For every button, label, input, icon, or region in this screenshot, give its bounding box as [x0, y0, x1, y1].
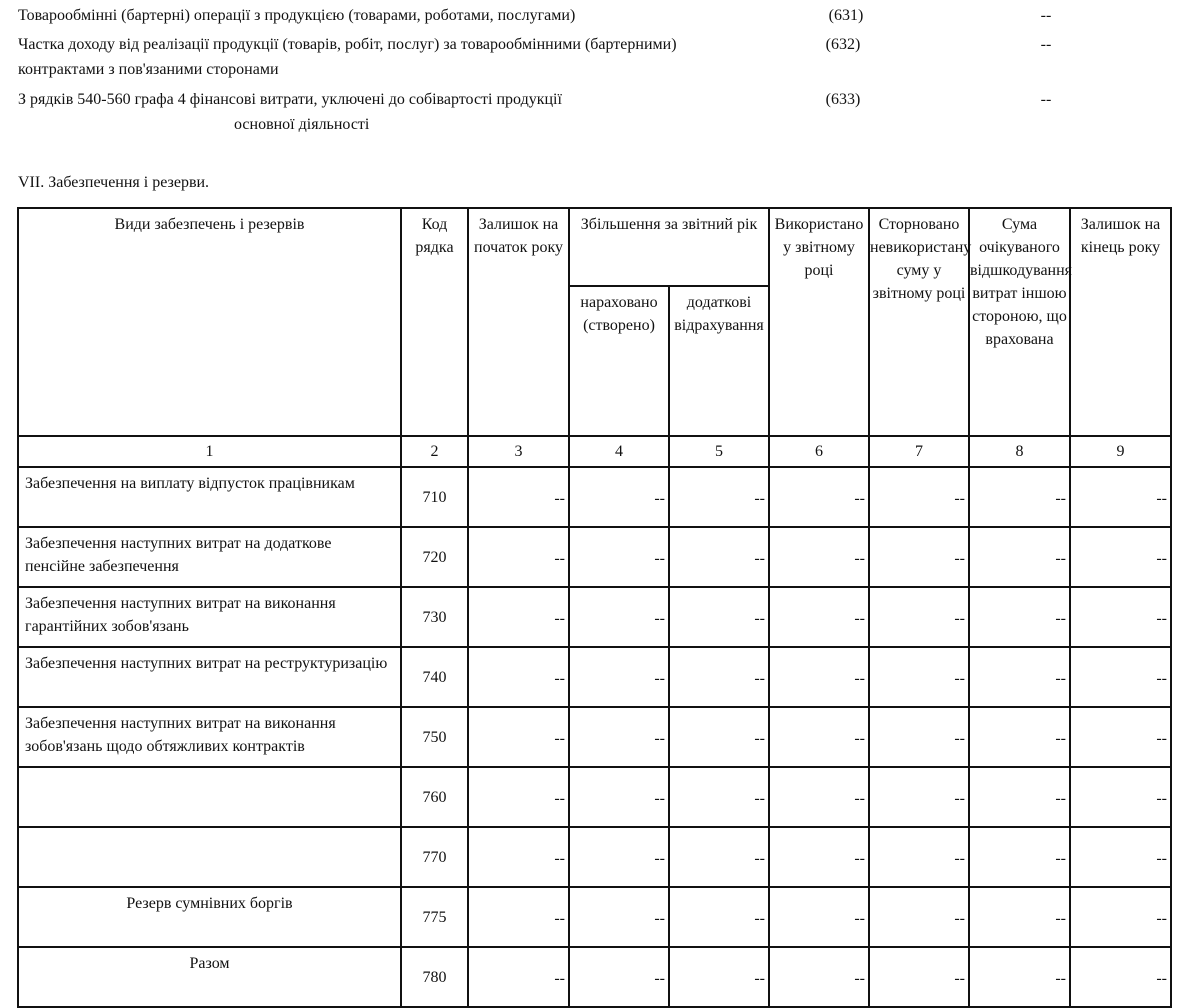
- row-value: --: [569, 947, 669, 1007]
- row-value: --: [769, 887, 869, 947]
- info-text: Товарообмінні (бартерні) операції з продукцією (товарами, роботами, послугами): [18, 7, 576, 24]
- row-value: --: [869, 467, 969, 527]
- row-value: --: [669, 587, 769, 647]
- table-row: [18, 827, 1171, 887]
- row-value: --: [669, 527, 769, 587]
- row-name: [18, 827, 401, 887]
- info-text: [18, 32, 778, 82]
- row-value: --: [1070, 647, 1171, 707]
- row-value: --: [969, 827, 1070, 887]
- row-name: Забезпечення наступних витрат на виконання зобов'язань щодо обтяжливих контрактів: [18, 707, 401, 767]
- header-additional: додаткові відрахування: [669, 286, 769, 436]
- row-value: --: [669, 767, 769, 827]
- table-row: [18, 947, 1171, 1007]
- row-value: --: [969, 587, 1070, 647]
- info-text-line: З рядків 540-560 графа 4 фінансові витрати, уключені до собівартості продукції: [18, 91, 562, 108]
- column-number: 3: [468, 436, 569, 467]
- row-value: --: [1070, 887, 1171, 947]
- table-row: [18, 767, 1171, 827]
- row-value: --: [468, 887, 569, 947]
- row-code: 770: [401, 827, 468, 887]
- row-code: 760: [401, 767, 468, 827]
- row-value: --: [869, 947, 969, 1007]
- info-code: (633): [825, 91, 861, 108]
- column-numbers-row: [18, 436, 1171, 467]
- row-value: --: [569, 587, 669, 647]
- row-value: --: [769, 827, 869, 887]
- row-value: --: [468, 647, 569, 707]
- row-value: --: [769, 647, 869, 707]
- row-value: --: [569, 827, 669, 887]
- row-value: --: [869, 527, 969, 587]
- row-value: --: [569, 527, 669, 587]
- row-name: Забезпечення на виплату відпусток працівникам: [18, 467, 401, 527]
- row-value: --: [669, 707, 769, 767]
- row-value: --: [769, 527, 869, 587]
- row-code: 730: [401, 587, 468, 647]
- row-name: Разом: [18, 947, 401, 1007]
- row-value: --: [569, 887, 669, 947]
- column-number: 6: [769, 436, 869, 467]
- row-value: --: [669, 887, 769, 947]
- info-value: --: [1040, 91, 1052, 108]
- header-used: Використано у звітному році: [769, 208, 869, 436]
- column-number: 7: [869, 436, 969, 467]
- column-number: 1: [18, 436, 401, 467]
- row-value: --: [1070, 707, 1171, 767]
- row-value: --: [869, 767, 969, 827]
- row-value: --: [669, 827, 769, 887]
- row-value: --: [468, 827, 569, 887]
- row-value: --: [969, 527, 1070, 587]
- row-value: --: [1070, 767, 1171, 827]
- header-types: Види забезпечень і резервів: [18, 208, 401, 436]
- row-value: --: [969, 767, 1070, 827]
- row-value: --: [569, 707, 669, 767]
- column-number: 5: [669, 436, 769, 467]
- row-value: --: [769, 587, 869, 647]
- table-row: [18, 467, 1171, 527]
- row-value: --: [1070, 587, 1171, 647]
- table-row: [18, 587, 1171, 647]
- column-number: 2: [401, 436, 468, 467]
- table-row: [18, 887, 1171, 947]
- row-value: --: [869, 887, 969, 947]
- row-value: --: [669, 467, 769, 527]
- info-code: (631): [828, 7, 864, 24]
- row-value: --: [569, 647, 669, 707]
- header-reimbursement: Сума очікуваного відшкодування витрат іншою стороною, що врахована: [969, 208, 1070, 436]
- row-name: Забезпечення наступних витрат на реструктуризацію: [18, 647, 401, 707]
- row-value: --: [468, 947, 569, 1007]
- row-value: --: [969, 467, 1070, 527]
- row-value: --: [769, 947, 869, 1007]
- row-name: [18, 767, 401, 827]
- table-row: [18, 707, 1171, 767]
- row-value: --: [869, 827, 969, 887]
- header-opening-balance: Залишок на початок року: [468, 208, 569, 436]
- row-value: --: [569, 767, 669, 827]
- row-name: Забезпечення наступних витрат на додаткове пенсійне забезпечення: [18, 527, 401, 587]
- info-text-line: контрактами з пов'язаними сторонами: [18, 61, 279, 78]
- row-code: 740: [401, 647, 468, 707]
- info-text-line: Частка доходу від реалізації продукції (товарів, робіт, послуг) за товарообмінними (бартерними): [18, 36, 677, 53]
- row-value: --: [969, 887, 1070, 947]
- row-value: --: [869, 707, 969, 767]
- row-value: --: [1070, 527, 1171, 587]
- row-name: Резерв сумнівних боргів: [18, 887, 401, 947]
- header-code: Код рядка: [401, 208, 468, 436]
- info-text: [18, 87, 778, 137]
- table-row: [18, 527, 1171, 587]
- row-value: --: [468, 467, 569, 527]
- row-code: 710: [401, 467, 468, 527]
- row-name: Забезпечення наступних витрат на виконання гарантійних зобов'язань: [18, 587, 401, 647]
- row-code: 775: [401, 887, 468, 947]
- row-value: --: [769, 707, 869, 767]
- row-code: 780: [401, 947, 468, 1007]
- header-accrued: нараховано (створено): [569, 286, 669, 436]
- info-code: (632): [825, 36, 861, 53]
- row-value: --: [569, 467, 669, 527]
- row-value: --: [669, 647, 769, 707]
- info-text-line: основної діяльності: [234, 116, 370, 133]
- column-number: 9: [1070, 436, 1171, 467]
- row-code: 750: [401, 707, 468, 767]
- row-value: --: [468, 767, 569, 827]
- row-value: --: [769, 467, 869, 527]
- row-value: --: [468, 587, 569, 647]
- column-number: 4: [569, 436, 669, 467]
- row-value: --: [969, 647, 1070, 707]
- header-increase-group: Збільшення за звітний рік: [569, 208, 769, 286]
- row-value: --: [869, 647, 969, 707]
- row-code: 720: [401, 527, 468, 587]
- header-closing-balance: Залишок на кінець року: [1070, 208, 1171, 436]
- table-row: [18, 647, 1171, 707]
- row-value: --: [669, 947, 769, 1007]
- header-reversed: Сторновано невикористану суму у звітному році: [869, 208, 969, 436]
- info-value: --: [1040, 36, 1052, 53]
- row-value: --: [969, 707, 1070, 767]
- row-value: --: [468, 527, 569, 587]
- info-value: --: [1040, 7, 1052, 24]
- row-value: --: [468, 707, 569, 767]
- provisions-table: [17, 207, 1172, 1008]
- row-value: --: [1070, 827, 1171, 887]
- row-value: --: [1070, 947, 1171, 1007]
- row-value: --: [969, 947, 1070, 1007]
- row-value: --: [769, 767, 869, 827]
- section-title: VII. Забезпечення і резерви.: [18, 174, 210, 191]
- row-value: --: [1070, 467, 1171, 527]
- row-value: --: [869, 587, 969, 647]
- column-number: 8: [969, 436, 1070, 467]
